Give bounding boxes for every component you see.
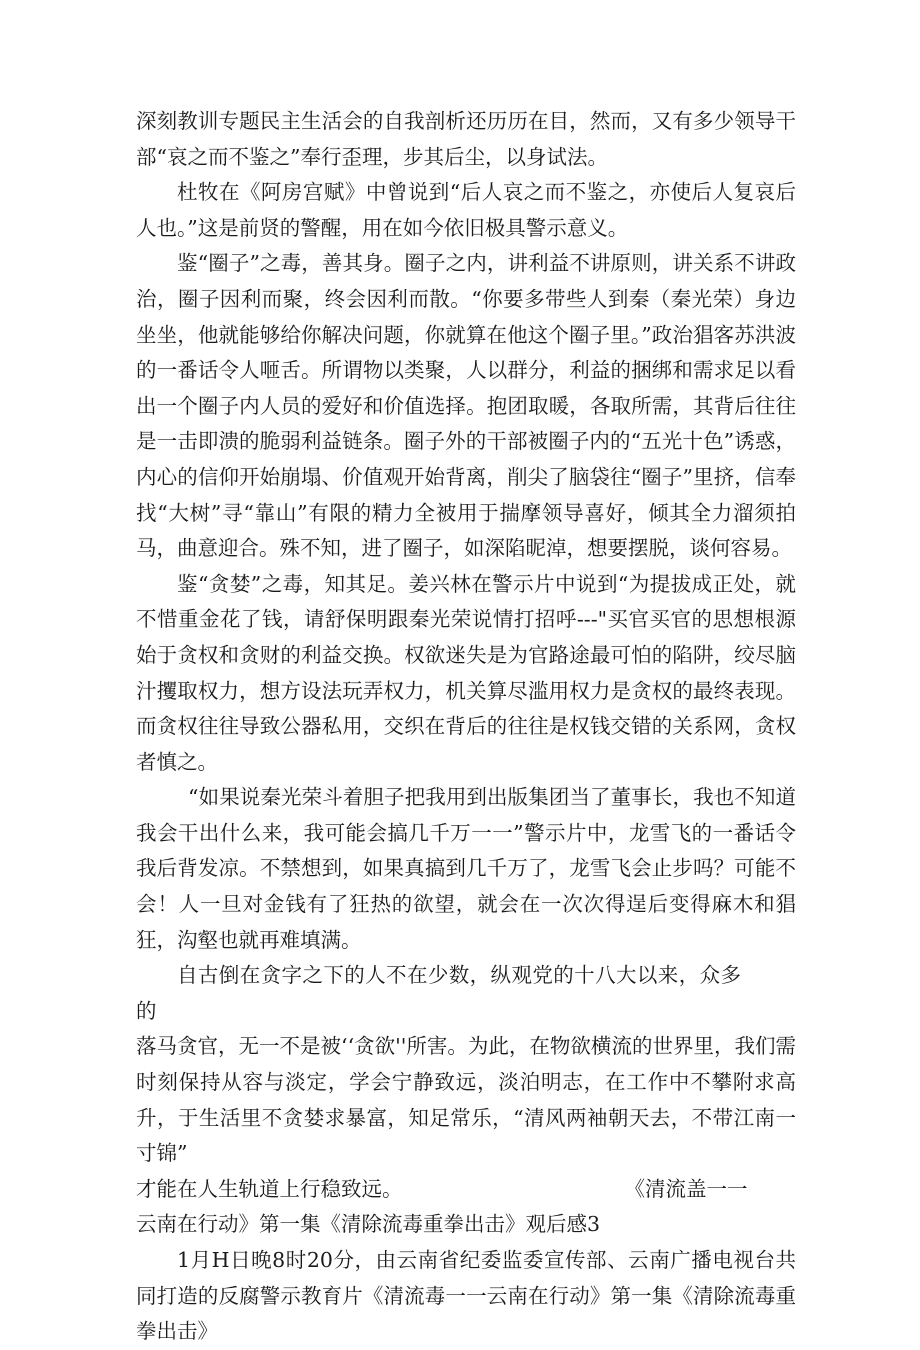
paragraph-7: 1月H日晚8时20分，由云南省纪委监委宣传部、云南广播电视台共同打造的反腐警示教育片《清流毒一一云南在行动》第一集《清除流毒重拳出击》 (136, 1248, 796, 1344)
document-body (136, 104, 796, 1350)
paragraph-4: 鉴“贪婪”之毒，知其足。姜兴林在警示片中说到“为提拔成正处，就不惜重金花了钱，请舒保明跟秦光荣说情打招呼---"买官买官的思想根源始于贪权和贪财的利益交换。权欲迷失是为官路途最可怕的陷阱，绞尽脑汁攫取权力，想方设法玩弄权力，机关算尽滥用权力是贪权的最终表现。而贪权往往导致公器私用，交织在背后的往往是权钱交错的关系网，贪权者慎之。 (136, 571, 796, 774)
paragraph-6-closing-and-title (136, 1172, 796, 1208)
paragraph-2: 杜牧在《阿房宫赋》中曾说到“后人哀之而不鉴之，亦使后人复哀后人也。”这是前贤的警醒，用在如今依旧极具警示意义。 (136, 180, 796, 240)
article-title-part-1: 《清流盖一一 (624, 1176, 748, 1201)
paragraph-5: “如果说秦光荣斗着胆子把我用到出版集团当了董事长，我也不知道我会干出什么来，我可能会搞几千万一一”警示片中，龙雪飞的一番话令我后背发凉。不禁想到，如果真搞到几千万了，龙雪飞会止步吗？可能不会！人一旦对金钱有了狂热的欲望，就会在一次次得逞后变得麻木和猖狂，沟壑也就再难填满。 (136, 785, 796, 952)
paragraph-6-body: 落马贪官，无一不是被‘‘贪欲''所害。为此，在物欲横流的世界里，我们需时刻保持从容与淡定，学会宁静致远，淡泊明志，在工作中不攀附求高升，于生活里不贪婪求暴富，知足常乐，“清风两袖朝天去，不带江南一寸锦” (136, 1034, 796, 1166)
article-title-part-2: 云南在行动》第一集《清除流毒重拳出击》观后感3 (136, 1212, 601, 1237)
paragraph-6-end: 才能在人生轨道上行稳致远。 (136, 1176, 403, 1201)
paragraph-6-line-1: 自古倒在贪字之下的人不在少数，纵观党的十八大以来，众多的 (136, 963, 741, 1023)
paragraph-1: 深刻教训专题民主生活会的自我剖析还历历在目，然而，又有多少领导干部“哀之而不鉴之”奉行歪理，步其后尘，以身试法。 (136, 109, 796, 169)
paragraph-3: 鉴“圈子”之毒，善其身。圈子之内，讲利益不讲原则，讲关系不讲政治，圈子因利而聚，终会因利而散。“你要多带些人到秦（秦光荣）身边坐坐，他就能够给你解决问题，你就算在他这个圈子里。”政治猖客苏洪波的一番话令人咂舌。所谓物以类聚，人以群分，利益的捆绑和需求足以看出一个圈子内人员的爱好和价值选择。抱团取暖，各取所需，其背后往往是一击即溃的脆弱利益链条。圈子外的干部被圈子内的“五光十色”诱惑，内心的信仰开始崩塌、价值观开始背离，削尖了脑袋往“圈子”里挤，信奉找“大树”寻“靠山”有限的精力全被用于揣摩领导喜好，倾其全力溜须拍马，曲意迎合。殊不知，进了圈子，如深陷昵淖，想要摆脱，谈何容易。 (136, 251, 796, 561)
